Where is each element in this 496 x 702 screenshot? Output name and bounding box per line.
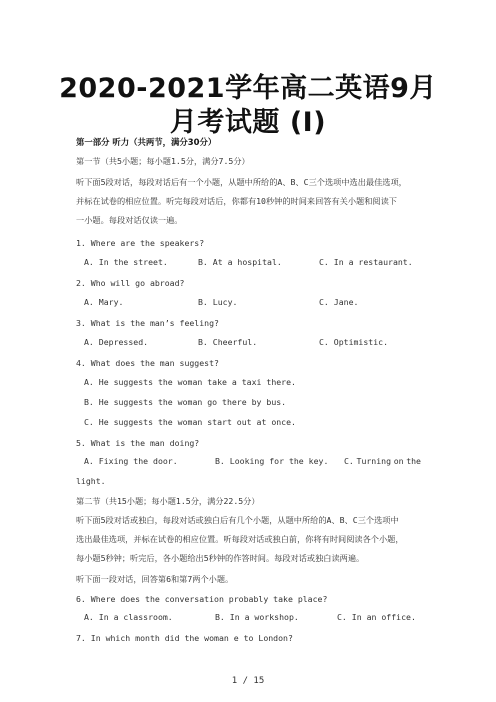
q4-option-c: C. He suggests the woman start out at once. — [84, 417, 296, 427]
q5-option-c — [344, 456, 421, 466]
section1-heading: 第一节（共5小题；每小题1.5分，满分7.5分） — [76, 156, 250, 166]
q2-option-b: B. Lucy. — [198, 297, 238, 307]
question-6: 6. Where does the conversation probably take place? — [76, 594, 328, 604]
q6-option-c: C. In an office. — [337, 612, 416, 622]
question-2: 2. Who will go abroad? — [76, 278, 185, 288]
section2-heading: 第二节（共15小题；每小题1.5分，满分22.5分） — [76, 496, 260, 506]
q3-option-c: C. Optimistic. — [319, 337, 389, 347]
q1-option-c: C. In a restaurant. — [319, 257, 413, 267]
q4-option-b: B. He suggests the woman go there by bus. — [84, 397, 287, 407]
q6-option-a: A. In a classroom. — [84, 612, 173, 622]
q6-option-b: B. In a workshop. — [215, 612, 299, 622]
section2-instruction: 每小题5秒钟；听完后，各小题给出5秒钟的作答时间。每段对话或独白读两遍。 — [76, 553, 365, 563]
q3-option-a: A. Depressed. — [84, 337, 149, 347]
q5-option-c-continuation: light. — [76, 476, 106, 486]
q5-option-a: A. Fixing the door. — [84, 456, 178, 466]
question-5: 5. What is the man doing? — [76, 438, 200, 448]
q5-option-b: B. Looking for the key. — [215, 456, 329, 466]
section1-instruction: 并标在试卷的相应位置。听完每段对话后，你都有10秒钟的时间来回答有关小题和阅读下 — [76, 196, 397, 206]
question-1: 1. Where are the speakers? — [76, 238, 205, 248]
section1-instruction: 听下面5段对话，每段对话后有一个小题，从题中所给的A、B、C三个选项中选出最佳选项， — [76, 177, 407, 187]
page-number: 1 / 15 — [231, 676, 265, 686]
q5-option-c-word: C. — [344, 456, 354, 466]
section2-instruction: 选出最佳选项，并标在试卷的相应位置。听每段对话或独白前，你将有时间阅读各个小题， — [76, 534, 404, 544]
q5-option-c-word: on — [393, 456, 404, 466]
page-title-line2: 月考试题 (I) — [169, 107, 327, 138]
section2-instruction: 听下面5段对话或独白，每段对话或独白后有几个小题，从题中所给的A、B、C三个选项中 — [76, 515, 399, 525]
page-title: 2020-2021学年高二英语9月 — [59, 73, 437, 104]
q5-option-c-word: the — [406, 456, 421, 466]
q3-option-b: B. Cheerful. — [198, 337, 258, 347]
question-7: 7. In which month did the woman e to London? — [76, 633, 293, 643]
q5-option-c-word: Turning — [356, 456, 392, 466]
dialog-intro: 听下面一段对话，回答第6和第7两个小题。 — [76, 574, 234, 584]
q2-option-c: C. Jane. — [319, 297, 359, 307]
q1-option-b: B. At a hospital. — [198, 257, 282, 267]
q4-option-a: A. He suggests the woman take a taxi there. — [84, 377, 296, 387]
section1-instruction: 一小题。每段对话仅读一遍。 — [76, 215, 183, 225]
question-4: 4. What does the man suggest? — [76, 358, 219, 368]
part1-heading: 第一部分 听力（共两节，满分30分） — [76, 137, 217, 147]
q2-option-a: A. Mary. — [84, 297, 124, 307]
q1-option-a: A. In the street. — [84, 257, 168, 267]
question-3: 3. What is the man’s feeling? — [76, 318, 219, 328]
